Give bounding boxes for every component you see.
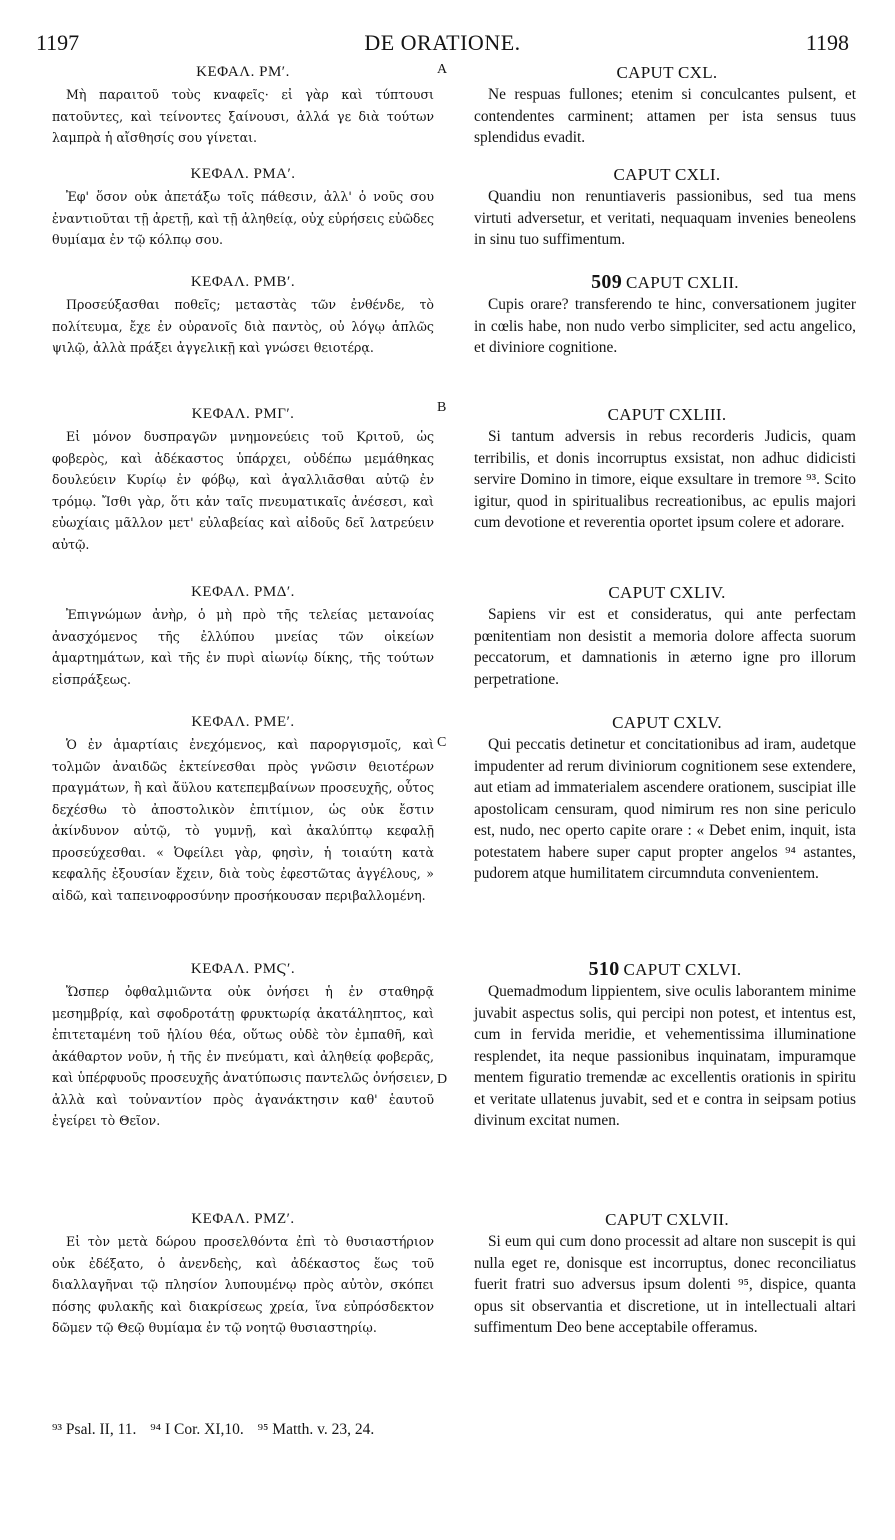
greek-section-heading: ΚΕΦΑΛ. ΡΜΓʹ. bbox=[191, 406, 295, 422]
latin-section-heading bbox=[474, 60, 856, 84]
greek-section-text: Προσεύξασθαι ποθεῖς; μεταστὰς τῶν ἐνθένδε, τὸ πολίτευμα, ἔχε ἐν οὐρανοῖς διὰ παντὸς, οὐ λόγῳ ἁπλῶς ψιλῷ, ἀλλὰ πράξει ἀγγελικῇ καὶ γνώσει θειοτέρᾳ. bbox=[52, 297, 434, 355]
margin-letter-b: B bbox=[437, 400, 447, 415]
greek-section-heading: ΚΕΦΑΛ. ΡΜʹ. bbox=[196, 64, 290, 80]
margin-letter-c: C bbox=[437, 735, 447, 750]
margin-letter-d: D bbox=[437, 1072, 448, 1087]
greek-section-text: Μὴ παραιτοῦ τοὺς κναφεῖς· εἰ γὰρ καὶ τύπτουσι πατοῦντες, καὶ τείνοντες ξαίνουσι, ἀλλά γε διὰ τούτων λαμπρὰ ἡ αἴσθησίς σου γίνεται. bbox=[52, 87, 434, 145]
greek-section bbox=[52, 710, 434, 906]
latin-section-heading bbox=[474, 162, 856, 186]
column-number: 510 bbox=[588, 958, 620, 980]
latin-section-heading bbox=[474, 710, 856, 734]
greek-section bbox=[52, 1207, 434, 1339]
greek-section-heading: ΚΕΦΑΛ. ΡΜΕʹ. bbox=[191, 714, 295, 730]
greek-section-text: Ὁ ἐν ἁμαρτίαις ἐνεχόμενος, καὶ παροργισμοῖς, καὶ τολμῶν ἀναιδῶς ἐκτείνεσθαι πρὸς γνῶσιν θειοτέρων πραγμάτων, ἢ καὶ ἄϋλου κατεπεμβαίνων προσευχῆς, οὗτος δεχέσθω τὸ ἀποστολικὸν ἐπιτίμιον, ὡς οὐκ ἔστιν ἀκίνδυνον αὐτῷ, τὸ γυμνῇ, καὶ ἀκαλύπτῳ κεφαλῇ προσεύχεσθαι. « Ὀφείλει γὰρ, φησὶν, ἡ τοιαύτη κατὰ κεφαλῆς ἐξουσίαν ἔχειν, διὰ τοὺς ἐφεστῶτας ἀγγέλους, » αἰδῶ, καὶ ταπεινοφροσύνην προσήκουσαν περιβαλλομένη. bbox=[52, 737, 434, 903]
latin-section-text: Ne respuas fullones; etenim si conculcantes pulsent, et contendentes carminent; attamen per ista sensus tuus splendidus evadit. bbox=[474, 86, 856, 146]
latin-section-heading bbox=[474, 580, 856, 604]
latin-section-heading bbox=[474, 402, 856, 426]
latin-section-text: Si eum qui cum dono processit ad altare non suscepit is qui nulla eget re, donisque est incorruptus, donec reconciliatus fuerit fratri suo adversus ipsum dolenti ⁹⁵, dispice, quanta opus sit observantia et discretione, ut in intellectuali altari suffimentum Deo bene acceptabile offeramus. bbox=[474, 1233, 856, 1336]
page-number-left: 1197 bbox=[36, 30, 80, 55]
greek-section-heading: ΚΕΦΑΛ. ΡΜΖʹ. bbox=[191, 1211, 295, 1227]
greek-section-text: Ὥσπερ ὀφθαλμιῶντα οὐκ ὀνήσει ἡ ἐν σταθηρᾷ μεσημβρίᾳ, καὶ σφοδροτάτῃ φρυκτωρίᾳ ἀκατάληπτος, καὶ ἐπιτεταμένη τοῦ ἡλίου θέα, οὕτως οὐδὲ τὸν ἐμπαθῆ, καὶ ἀκάθαρτον νοῦν, ἡ τῆς ἐν πνεύματι, καὶ ἀληθείᾳ φοβερᾶς, καὶ ὑπέρφυοῦς προσευχῆς ἀνατύπωσις παντελῶς ὀνήσειεν, ἀλλὰ καὶ τοὐναντίον πρὸς ἀγανάκτησιν καθ' ἑαυτοῦ ἐγείρει τὸ Θεῖον. bbox=[52, 984, 434, 1128]
latin-section-title: CAPUT CXLVII. bbox=[605, 1210, 729, 1229]
latin-section bbox=[474, 580, 856, 690]
greek-section bbox=[52, 162, 434, 251]
latin-section bbox=[474, 1207, 856, 1339]
latin-section-heading bbox=[474, 957, 856, 981]
latin-section-text: Quemadmodum lippientem, sive oculis laborantem minime juvabit aspectus solis, qui percipi non potest, et intentus est, cum in fervida meridie, et vehementissima illuminatione resplendet, ita neque passionibus inquinatam, impuramque mentem figuratio tremendæ ac excellentis orationis in spiritu et veritate ullatenus juvabit, sed et e contra in seipsam potius divinum excitat numen. bbox=[474, 983, 856, 1129]
greek-section-text: Ἐπιγνώμων ἀνὴρ, ὁ μὴ πρὸ τῆς τελείας μετανοίας ἀνασχόμενος τῆς ἐλλύπου μνείας τῶν οἰκείων ἁμαρτημάτων, καὶ τῆς ἐν πυρὶ αἰωνίῳ δίκης, τῆς τούτων εἰσπράξεως. bbox=[52, 607, 434, 687]
latin-section bbox=[474, 957, 856, 1132]
running-head bbox=[36, 30, 849, 58]
greek-section-heading: ΚΕΦΑΛ. ΡΜΔʹ. bbox=[191, 584, 295, 600]
greek-section-heading: ΚΕΦΑΛ. ΡΜΑʹ. bbox=[190, 166, 296, 182]
latin-section-text: Sapiens vir est et consideratus, qui ante perfectam pœnitentiam non desistit a memoria dolore affecta suorum peccatorum, et damnationis in æterno igne pro illorum perpetratione. bbox=[474, 606, 856, 688]
latin-section-title: CAPUT CXLIII. bbox=[607, 405, 727, 424]
greek-section-heading: ΚΕΦΑΛ. ΡΜϚʹ. bbox=[190, 961, 296, 977]
latin-section bbox=[474, 710, 856, 885]
latin-section-title: CAPUT CXLV. bbox=[612, 713, 722, 732]
footnotes bbox=[52, 1421, 752, 1439]
page-number-right: 1198 bbox=[805, 30, 849, 55]
latin-section bbox=[474, 162, 856, 251]
running-title: DE ORATIONE. bbox=[364, 30, 521, 55]
greek-section bbox=[52, 957, 434, 1132]
latin-section-text: Cupis orare? transferendo te hinc, conversationem jugiter in cœlis habe, non nudo verbo simpliciter, sed actu angelico, et diviniore cognitione. bbox=[474, 296, 856, 356]
latin-section bbox=[474, 402, 856, 534]
footnote: ⁹⁴ I Cor. XI,10. bbox=[150, 1421, 244, 1438]
footnote: ⁹³ Psal. II, 11. bbox=[52, 1421, 137, 1438]
footnote: ⁹⁵ Matth. v. 23, 24. bbox=[257, 1421, 375, 1438]
column-number: 509 bbox=[591, 271, 623, 293]
greek-section bbox=[52, 580, 434, 690]
latin-section-title: CAPUT CXLI. bbox=[613, 165, 721, 184]
greek-section-heading: ΚΕΦΑΛ. ΡΜΒʹ. bbox=[190, 274, 296, 290]
latin-section-text: Qui peccatis detinetur et concitationibus ad iram, audetque impudenter ad rerum diviniorum cognitionem sese extendere, aut etiam ad immaterialem ascendere orationem, suscipiat ille apostolicam censuram, quod nimirum res non sine periculo est, nudo, nec operto capite orare : « Debet enim, inquit, ista potestatem habere super caput propter angelos ⁹⁴ astantes, pudorem atque humilitatem circumnduta convenientem. bbox=[474, 736, 856, 882]
greek-section bbox=[52, 270, 434, 359]
greek-section-text: Εἰ τὸν μετὰ δώρου προσελθόντα ἐπὶ τὸ θυσιαστήριον οὐκ ἐδέξατο, ὁ ἀνενδεὴς, καὶ ἀδέκαστος ἕως τοῦ διαλλαγῆναι τῷ πλησίον λυπουμένῳ πρὸς αὐτὸν, σκόπει πόσης φυλακῆς καὶ διακρίσεως χρεία, ἵνα εὐπρόσδεκτον δῶμεν τῷ Θεῷ θυμίαμα ἐν τῷ νοητῷ θυσιαστηρίῳ. bbox=[52, 1234, 434, 1335]
greek-section bbox=[52, 60, 434, 149]
greek-section-text: Ἐφ' ὅσον οὐκ ἀπετάξω τοῖς πάθεσιν, ἀλλ' ὁ νοῦς σου ἐναντιοῦται τῇ ἀρετῇ, καὶ τῇ ἀληθείᾳ, οὐχ εὑρήσεις εὐῶδες θυμίαμα ἐν τῷ κόλπῳ σου. bbox=[52, 189, 434, 247]
latin-section-heading bbox=[474, 270, 856, 294]
latin-section-heading bbox=[474, 1207, 856, 1231]
latin-section-title: CAPUT CXLVI. bbox=[623, 960, 742, 979]
latin-section bbox=[474, 270, 856, 359]
greek-section bbox=[52, 402, 434, 555]
latin-section-text: Si tantum adversis in rebus recorderis Judicis, quam terribilis, et donis incorruptus exsistat, non adhuc didicisti servire Domino in timore, eique exsultare in tremore ⁹³. Scito igitur, quod in spiritualibus recreationibus, ac epulis majori cum devotione et reverentia oportet ipsum colere et adorare. bbox=[474, 428, 856, 531]
margin-letter-a: A bbox=[437, 62, 448, 77]
latin-section-title: CAPUT CXLII. bbox=[626, 273, 739, 292]
latin-section-title: CAPUT CXL. bbox=[616, 63, 718, 82]
latin-section bbox=[474, 60, 856, 149]
greek-section-text: Εἰ μόνον δυσπραγῶν μνημονεύεις τοῦ Κριτοῦ, ὡς φοβερὸς, καὶ ἀδέκαστος ὑπάρχει, οὐδέπω μεμάθηκας δουλεύειν Κυρίῳ ἐν φόβῳ, καὶ ἀγαλλιᾶσθαι αὐτῷ ἐν τρόμῳ. Ἴσθι γὰρ, ὅτι κἀν ταῖς πνευματικαῖς ἀνέσεσι, καὶ εὐωχίαις μᾶλλον μετ' εὐλαβείας καὶ αἰδοῦς δεῖ λατρεύειν αὐτῷ. bbox=[52, 429, 434, 552]
latin-section-text: Quandiu non renuntiaveris passionibus, sed tua mens virtuti adversetur, et veritati, nequaquam invenies beneolens in sinu tuo suffimentum. bbox=[474, 188, 856, 248]
latin-section-title: CAPUT CXLIV. bbox=[608, 583, 726, 602]
